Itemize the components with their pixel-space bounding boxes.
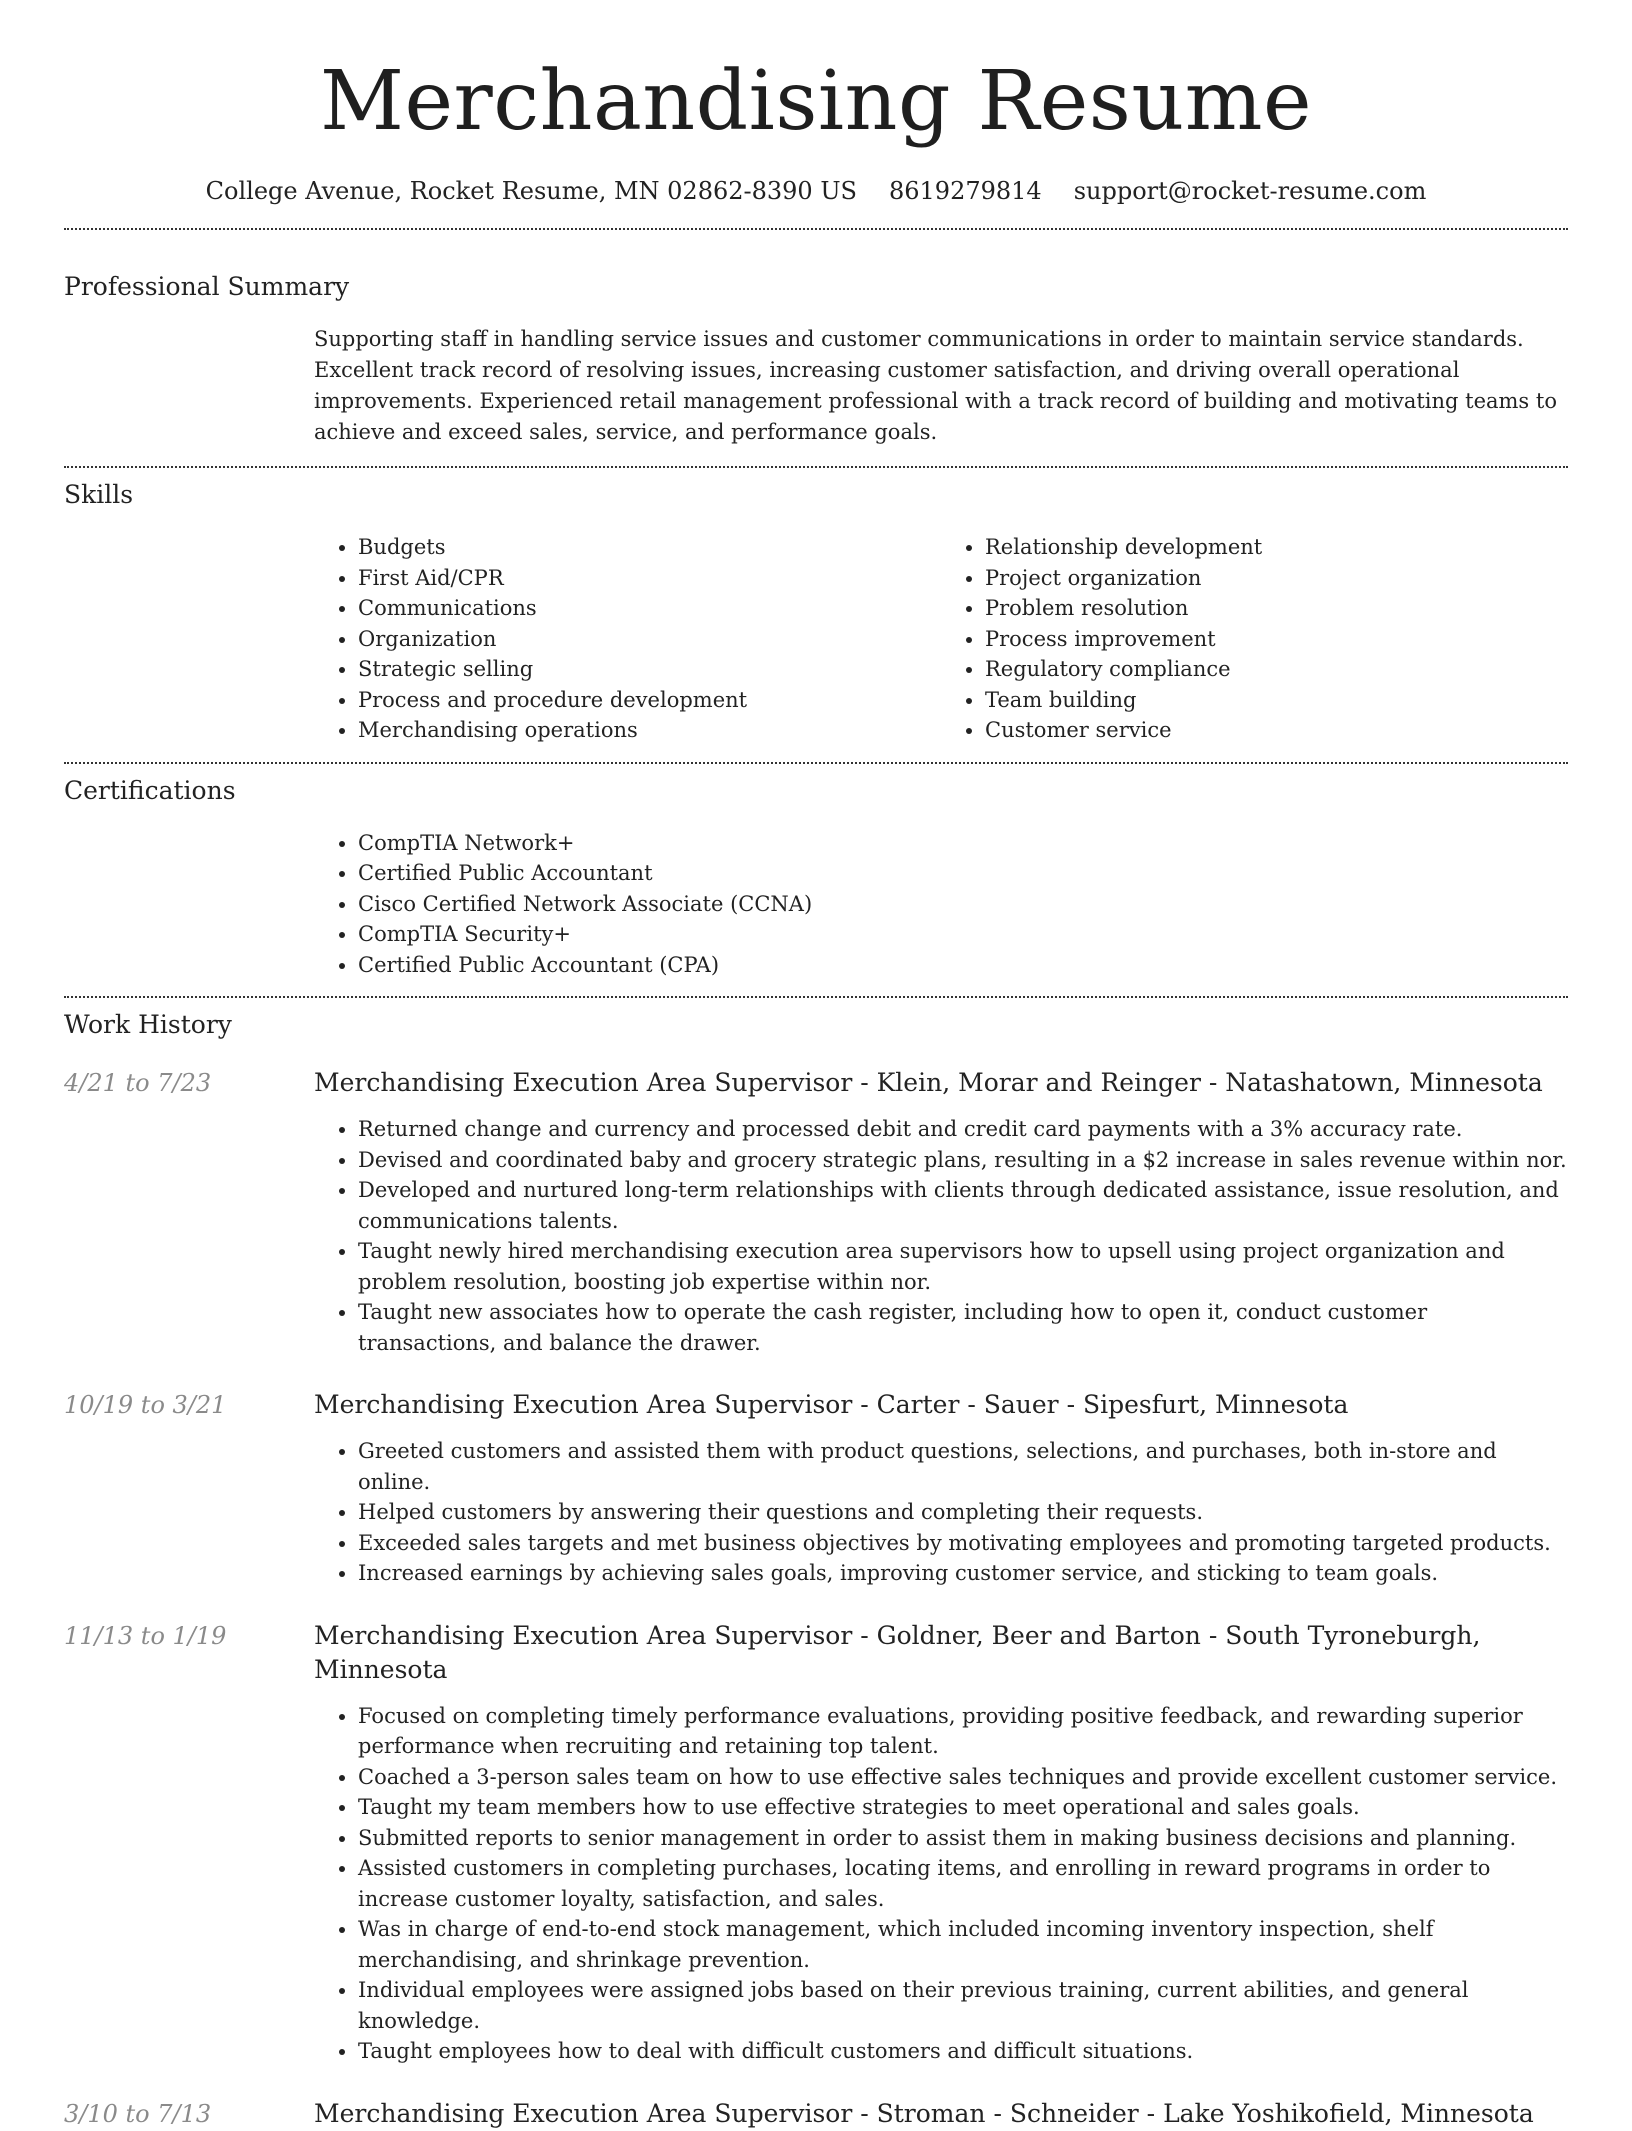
skill-item: • Relationship development	[985, 532, 1568, 563]
skill-item: • Process improvement	[985, 624, 1568, 655]
skill-item: • Organization	[358, 624, 941, 655]
skill-item: • Merchandising operations	[358, 715, 941, 746]
job-bullet: • Increased earnings by achieving sales goals, improving customer service, and sticking to team goals.	[358, 1558, 1568, 1589]
job-bullet: • Devised and coordinated baby and grocery strategic plans, resulting in a $2 increase in sales revenue within nor.	[358, 1145, 1568, 1176]
certification-item: • Certified Public Accountant (CPA)	[358, 950, 1568, 981]
summary-text: Supporting staff in handling service issues and customer communications in order to maintain service standards. Excellent track record of resolving issues, increasing customer satisfaction, and driving overall operational improvements. Experienced retail management professional with a track record of building and motivating teams to achieve and exceed sales, service, and performance goals.	[314, 327, 1557, 444]
job-header	[64, 1619, 1568, 1687]
job-bullet: • Taught my team members how to use effective strategies to meet operational and sales goals.	[358, 1792, 1568, 1823]
resume-name: Merchandising Resume	[320, 54, 1312, 149]
certification-item: • Cisco Certified Network Associate (CCNA)	[358, 889, 1568, 920]
contact-address: College Avenue, Rocket Resume, MN 02862-8390 US	[205, 177, 857, 205]
job-bullets	[314, 1701, 1568, 2067]
skill-item: • Project organization	[985, 563, 1568, 594]
job-bullets	[314, 1436, 1568, 1589]
section-title-work-history: Work History	[64, 1010, 232, 1039]
job-bullet: • Taught employees how to deal with difficult customers and difficult situations.	[358, 2036, 1568, 2067]
job-bullet: • Assisted customers in completing purchases, locating items, and enrolling in reward programs in order to increase customer loyalty, satisfaction, and sales.	[358, 1853, 1568, 1914]
skills-section	[64, 468, 1568, 762]
job-bullet: • Helped customers by answering their questions and completing their requests.	[358, 1497, 1568, 1528]
skill-item: • Budgets	[358, 532, 941, 563]
job-title: Merchandising Execution Area Supervisor - Stroman - Schneider - Lake Yoshikofield, Minnesota	[314, 2098, 1534, 2128]
jobs-list	[64, 1066, 1568, 2131]
section-title-certifications: Certifications	[64, 775, 236, 805]
skill-item: • Regulatory compliance	[985, 654, 1568, 685]
job-dates: 10/19 to 3/21	[64, 1391, 227, 1419]
skill-item: • Process and procedure development	[358, 685, 941, 716]
summary-section	[64, 230, 1568, 466]
job-bullet: • Taught new associates how to operate the cash register, including how to open it, conduct customer transactions, and balance the drawer.	[358, 1297, 1568, 1358]
job-bullet: • Developed and nurtured long-term relationships with clients through dedicated assistance, issue resolution, and communications talents.	[358, 1175, 1568, 1236]
contact-line	[64, 174, 1568, 208]
skill-item: • Team building	[985, 685, 1568, 716]
skill-item: • Customer service	[985, 715, 1568, 746]
job-header	[64, 2097, 1568, 2131]
job-bullet: • Exceeded sales targets and met business objectives by motivating employees and promoting targeted products.	[358, 1528, 1568, 1559]
job-dates: 4/21 to 7/23	[64, 1069, 212, 1097]
job-entry	[64, 1388, 1568, 1589]
job-bullets	[314, 1114, 1568, 1358]
job-bullet: • Focused on completing timely performance evaluations, providing positive feedback, and rewarding superior performance when recruiting and retaining top talent.	[358, 1701, 1568, 1762]
job-bullet: • Individual employees were assigned jobs based on their previous training, current abilities, and general knowledge.	[358, 1975, 1568, 2036]
section-title-skills: Skills	[64, 480, 134, 509]
contact-phone: 8619279814	[889, 177, 1042, 205]
job-entry	[64, 2097, 1568, 2131]
skills-list-left	[314, 532, 941, 746]
certification-item: • CompTIA Network+	[358, 828, 1568, 859]
section-title-summary: Professional Summary	[64, 272, 350, 301]
job-entry	[64, 1066, 1568, 1358]
job-bullet: • Greeted customers and assisted them with product questions, selections, and purchases, both in-store and online.	[358, 1436, 1568, 1497]
skills-list-right	[941, 532, 1568, 746]
certifications-list	[314, 828, 1568, 981]
job-title: Merchandising Execution Area Supervisor - Carter - Sauer - Sipesfurt, Minnesota	[314, 1390, 1349, 1419]
job-dates: 3/10 to 7/13	[64, 2099, 212, 2128]
certification-item: • Certified Public Accountant	[358, 858, 1568, 889]
job-dates: 11/13 to 1/19	[64, 1621, 227, 1650]
job-header	[64, 1388, 1568, 1422]
job-header	[64, 1066, 1568, 1100]
job-entry	[64, 1619, 1568, 2067]
contact-email: support@rocket-resume.com	[1073, 177, 1427, 205]
job-bullet: • Taught newly hired merchandising execution area supervisors how to upsell using project organization and problem resolution, boosting job expertise within nor.	[358, 1236, 1568, 1297]
skill-item: • Communications	[358, 593, 941, 624]
job-bullet: • Submitted reports to senior management in order to assist them in making business decisions and planning.	[358, 1823, 1568, 1854]
job-title: Merchandising Execution Area Supervisor - Klein, Morar and Reinger - Natashatown, Minnesota	[314, 1068, 1543, 1097]
job-bullet: • Coached a 3-person sales team on how to use effective sales techniques and provide excellent customer service.	[358, 1762, 1568, 1793]
work-history-section	[64, 998, 1568, 2131]
skill-item: • Problem resolution	[985, 593, 1568, 624]
skill-item: • Strategic selling	[358, 654, 941, 685]
certifications-section	[64, 764, 1568, 997]
job-bullet: • Returned change and currency and processed debit and credit card payments with a 3% accuracy rate.	[358, 1114, 1568, 1145]
job-title: Merchandising Execution Area Supervisor - Goldner, Beer and Barton - South Tyroneburgh, Minnesota	[314, 1620, 1481, 1684]
skill-item: • First Aid/CPR	[358, 563, 941, 594]
job-bullet: • Was in charge of end-to-end stock management, which included incoming inventory inspection, shelf merchandising, and shrinkage prevention.	[358, 1914, 1568, 1975]
certification-item: • CompTIA Security+	[358, 919, 1568, 950]
